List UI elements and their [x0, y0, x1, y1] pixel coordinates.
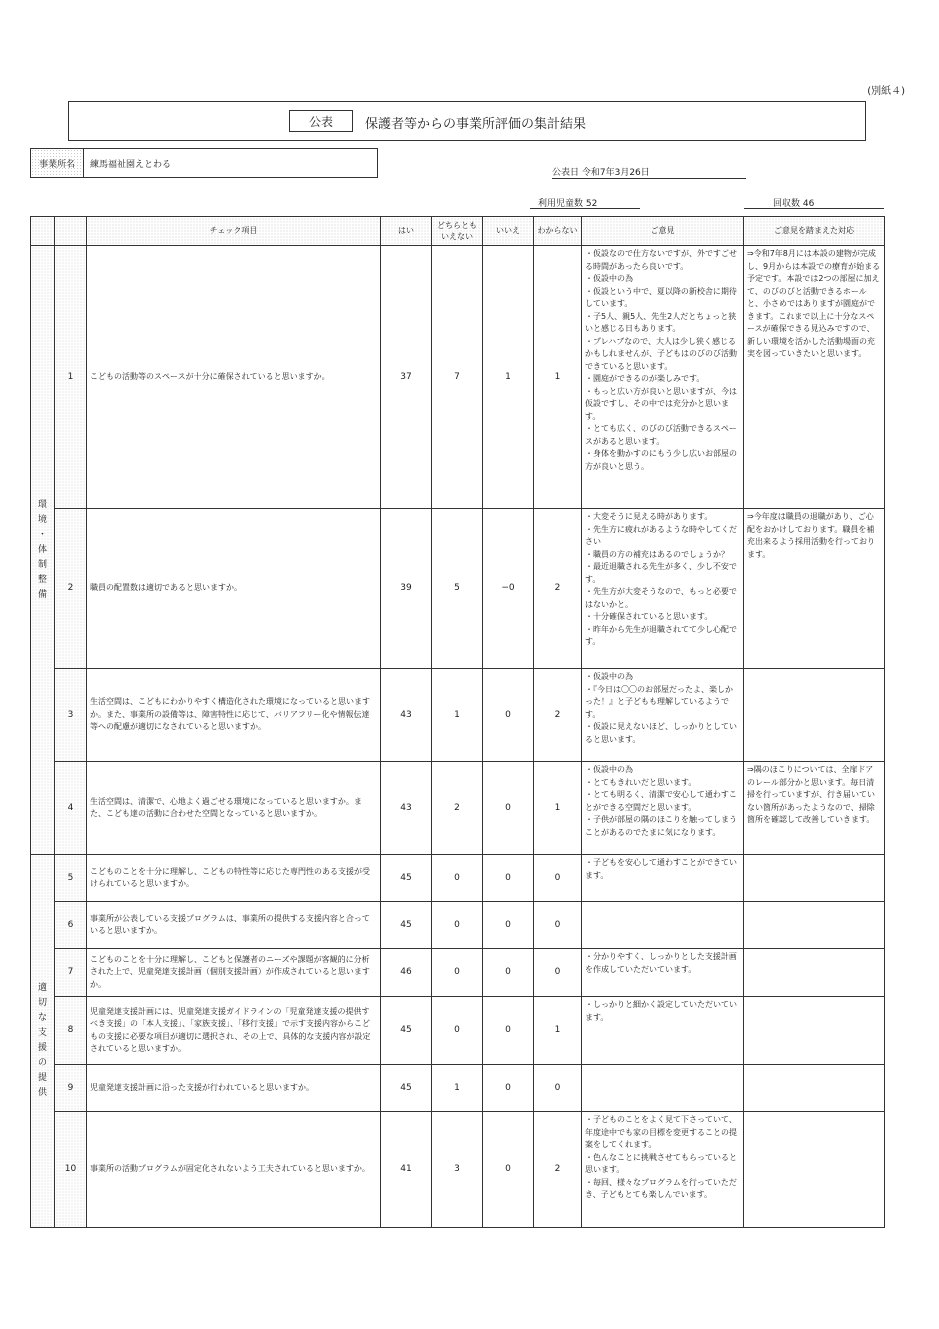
- table-row: [31, 509, 885, 669]
- category-char: 適: [37, 983, 47, 993]
- table-row: [31, 949, 885, 997]
- opinions-cell: [582, 902, 744, 949]
- opinions-cell: [582, 997, 744, 1065]
- category-char: 供: [37, 1088, 47, 1098]
- item-number: 6: [55, 902, 87, 949]
- count-unknown: 2: [534, 1112, 582, 1228]
- count-neutral: 7: [432, 246, 483, 509]
- header-check-item: チェック項目: [87, 217, 381, 246]
- evaluation-table: [30, 216, 885, 1228]
- opinion-item: ・毎回、様々なプログラムを行っていただき、子どもとても楽しんでいます。: [585, 1177, 737, 1199]
- opinion-item: ・分かりやすく、しっかりとした支援計画を作成していただいています。: [585, 952, 737, 974]
- response-cell: ⇒隅のほこりについては、全扉ドアのレール部分かと思います。毎日清掃を行っていますが、行き届いていない箇所があったようなので、掃除箇所を確認して改善していきます。: [744, 762, 885, 855]
- count-no: 0: [483, 855, 534, 902]
- opinion-item: ・とても広く、のびのび活動できるスペースがあると思います。: [585, 424, 737, 446]
- opinion-item: ・とてもきれいだと思います。: [585, 777, 697, 787]
- category-char: 境: [37, 514, 47, 525]
- count-neutral: 1: [432, 1065, 483, 1112]
- facility-label: 事業所名: [31, 149, 84, 177]
- public-tag: 公表: [289, 110, 353, 132]
- count-neutral: 3: [432, 1112, 483, 1228]
- check-item: こどものことを十分に理解し、こどもの特性等に応じた専門性のある支援が受けられていると思いますか。: [87, 855, 381, 902]
- count-yes: 45: [381, 997, 432, 1065]
- opinion-item: ・昨年から先生が退職されてて少し心配です。: [585, 624, 737, 646]
- category-char: 切: [37, 998, 47, 1008]
- check-item: 生活空間は、こどもにわかりやすく構造化された環境になっていると思いますか。また、事業所の設備等は、障害特性に応じて、バリアフリー化や情報伝達等への配慮が適切になされていると思いますか。: [87, 669, 381, 762]
- opinion-item: ・子5人、親5人、先生2人だとちょっと狭いと感じる日もあります。: [585, 311, 737, 333]
- collected-count-underline: [744, 208, 884, 209]
- opinion-item: ・十分確保されていると思います。: [585, 612, 713, 621]
- response-cell: [744, 997, 885, 1065]
- opinions-cell: [582, 762, 744, 855]
- opinion-item: ・とても明るく、清潔で安心して通わすことができる空間だと思います。: [585, 790, 737, 812]
- publish-date-underline: [552, 178, 746, 179]
- category-char: 備: [37, 589, 47, 600]
- opinion-item: ・職員の方の補充はあるのでしょうか？: [585, 549, 729, 559]
- opinions-cell: [582, 1065, 744, 1112]
- count-yes: 41: [381, 1112, 432, 1228]
- count-unknown: 0: [534, 855, 582, 902]
- check-item: 事業所が公表している支援プログラムは、事業所の提供する支援内容と合っていると思いますか。: [87, 902, 381, 949]
- opinions-cell: [582, 246, 744, 509]
- opinions-cell: [582, 669, 744, 762]
- category-char: 提: [37, 1073, 47, 1083]
- count-neutral: 0: [432, 997, 483, 1065]
- page-title: 保護者等からの事業所評価の集計結果: [365, 117, 587, 132]
- opinion-item: ・仮設中の為: [585, 765, 633, 774]
- count-no: 0: [483, 762, 534, 855]
- title-box: [68, 101, 866, 141]
- category-char: 制: [37, 559, 47, 570]
- check-item: 事業所の活動プログラムが固定化されないよう工夫されていると思いますか。: [87, 1112, 381, 1228]
- count-neutral: 0: [432, 902, 483, 949]
- count-unknown: 1: [534, 997, 582, 1065]
- response-cell: [744, 902, 885, 949]
- header-neutral-line1: どちらとも: [437, 221, 477, 230]
- opinion-item: ・先生方が大変そうなので、もっと必要ではないかと。: [585, 587, 737, 609]
- category-char: 整: [37, 574, 47, 585]
- facility-name: 練馬福祉園えとわる: [90, 159, 172, 170]
- count-no: 0: [483, 669, 534, 762]
- user-count-underline: [530, 208, 640, 209]
- opinion-item: ・仮設中の為: [585, 274, 633, 283]
- category-char: 支: [37, 1028, 47, 1038]
- opinion-item: ・仮設中の為: [585, 672, 633, 681]
- opinion-item: ・もっと広い方が良いと思いますが、今は仮設ですし、その中では充分かと思います。: [585, 386, 737, 421]
- item-number: 5: [55, 855, 87, 902]
- header-row: [31, 217, 885, 246]
- opinion-item: ・子どものことをよく見て下さっていて、年度途中でも家の目標を変更することの提案をしてくれます。: [585, 1115, 737, 1149]
- check-item: 児童発達支援計画に沿った支援が行われていると思いますか。: [87, 1065, 381, 1112]
- opinion-item: ・仮設に見えないほど、しっかりとしていると思います。: [585, 722, 737, 744]
- count-neutral: 2: [432, 762, 483, 855]
- item-number: 10: [55, 1112, 87, 1228]
- count-unknown: 2: [534, 509, 582, 669]
- opinion-item: ・先生方に疲れがあるような時やしてください: [585, 524, 737, 546]
- response-cell: [744, 855, 885, 902]
- header-no: いいえ: [483, 217, 534, 246]
- opinion-item: ・『今日は〇〇のお部屋だったよ、楽しかった！』と子どもも理解しているようです。: [585, 684, 733, 719]
- count-no: 0: [483, 1112, 534, 1228]
- table-row: [31, 902, 885, 949]
- item-number: 7: [55, 949, 87, 997]
- category-char: 援: [37, 1043, 47, 1053]
- count-neutral: 0: [432, 855, 483, 902]
- item-number: 1: [55, 246, 87, 509]
- response-cell: [744, 669, 885, 762]
- header-response: ご意見を踏まえた対応: [744, 217, 885, 246]
- category-cell: [31, 855, 55, 1228]
- opinion-item: ・子どもを安心して通わすことができています。: [585, 858, 737, 880]
- opinion-item: ・仮設という中で、夏以降の新校舎に期待しています。: [585, 286, 737, 308]
- opinion-item: ・身体を動かすのにもう少し広いお部屋の方が良いと思う。: [585, 449, 737, 471]
- count-neutral: 1: [432, 669, 483, 762]
- count-no: −0: [483, 509, 534, 669]
- collected-count: 回収数 46: [773, 199, 815, 209]
- count-yes: 45: [381, 902, 432, 949]
- count-yes: 46: [381, 949, 432, 997]
- opinions-cell: [582, 949, 744, 997]
- facility-box: [30, 148, 378, 178]
- table-row: [31, 246, 885, 509]
- count-yes: 45: [381, 1065, 432, 1112]
- user-count: 利用児童数 52: [538, 199, 598, 209]
- header-neutral-line2: いえない: [441, 232, 473, 241]
- item-number: 3: [55, 669, 87, 762]
- response-cell: [744, 1065, 885, 1112]
- count-yes: 37: [381, 246, 432, 509]
- header-neutral: [432, 217, 483, 246]
- count-no: 0: [483, 1065, 534, 1112]
- count-no: 0: [483, 949, 534, 997]
- header-blank-number: [55, 217, 87, 246]
- header-opinions: ご意見: [582, 217, 744, 246]
- count-neutral: 0: [432, 949, 483, 997]
- category-char: な: [37, 1013, 47, 1023]
- check-item: こどもの活動等のスペースが十分に確保されていると思いますか。: [87, 246, 381, 509]
- table-row: [31, 669, 885, 762]
- publish-date: 公表日 令和7年3月26日: [552, 168, 650, 178]
- response-cell: [744, 1112, 885, 1228]
- appendix-label: (別紙４): [867, 86, 905, 97]
- item-number: 2: [55, 509, 87, 669]
- header-blank-category: [31, 217, 55, 246]
- count-yes: 43: [381, 669, 432, 762]
- opinion-item: ・子供が部屋の隅のほこりを触ってしまうことがあるのでたまに気になります。: [585, 815, 737, 837]
- item-number: 4: [55, 762, 87, 855]
- header-yes: はい: [381, 217, 432, 246]
- count-yes: 43: [381, 762, 432, 855]
- response-cell: [744, 949, 885, 997]
- opinions-cell: [582, 855, 744, 902]
- count-no: 1: [483, 246, 534, 509]
- table-row: [31, 762, 885, 855]
- opinion-item: ・仮設なので仕方ないですが、外ですごせる時間があったら良いです。: [585, 249, 737, 271]
- item-number: 9: [55, 1065, 87, 1112]
- opinion-item: ・園庭ができるのが楽しみです。: [585, 374, 705, 383]
- opinion-item: ・最近退職される先生が多く、少し不安です。: [585, 562, 737, 584]
- count-yes: 45: [381, 855, 432, 902]
- count-yes: 39: [381, 509, 432, 669]
- count-no: 0: [483, 902, 534, 949]
- count-unknown: 0: [534, 902, 582, 949]
- count-unknown: 2: [534, 669, 582, 762]
- category-char: ・: [37, 529, 47, 540]
- opinion-item: ・色んなことに挑戦させてもらっていると思います。: [585, 1152, 737, 1174]
- opinions-cell: [582, 509, 744, 669]
- item-number: 8: [55, 997, 87, 1065]
- table-row: [31, 997, 885, 1065]
- check-item: こどものことを十分に理解し、こどもと保護者のニーズや課題が客観的に分析された上で、児童発達支援計画（個別支援計画）が作成されていると思いますか。: [87, 949, 381, 997]
- response-cell: ⇒今年度は職員の退職があり、ご心配をおかけしております。職員を補充出来るよう採用活動を行っております。: [744, 509, 885, 669]
- table-row: [31, 1065, 885, 1112]
- table-row: [31, 855, 885, 902]
- count-no: 0: [483, 997, 534, 1065]
- opinions-cell: [582, 1112, 744, 1228]
- opinion-item: ・しっかりと細かく設定していただいています。: [585, 1000, 737, 1022]
- category-char: の: [37, 1058, 47, 1068]
- count-unknown: 1: [534, 246, 582, 509]
- opinion-item: ・大変そうに見える時があります。: [585, 512, 713, 521]
- category-cell: [31, 246, 55, 855]
- count-unknown: 0: [534, 949, 582, 997]
- check-item: 職員の配置数は適切であると思いますか。: [87, 509, 381, 669]
- category-char: 体: [37, 544, 47, 555]
- count-neutral: 5: [432, 509, 483, 669]
- header-unknown: わからない: [534, 217, 582, 246]
- check-item: 生活空間は、清潔で、心地よく過ごせる環境になっていると思いますか。また、こども達の活動に合わせた空間となっていると思いますか。: [87, 762, 381, 855]
- count-unknown: 0: [534, 1065, 582, 1112]
- response-cell: ⇒令和7年8月には本設の建物が完成し、9月からは本設での療育が始まる予定です。本設では2つの部屋に加えて、のびのびと活動できるホールと、小さめではありますが園庭ができます。これまで以上に十分なスペースが確保できる見込みですので、新しい環境を活かした活動場面の充実を図っていきたいと思います。: [744, 246, 885, 509]
- count-unknown: 1: [534, 762, 582, 855]
- table-row: [31, 1112, 885, 1228]
- category-char: 環: [37, 499, 47, 510]
- check-item: 児童発達支援計画には、児童発達支援ガイドラインの「児童発達支援の提供すべき支援」の「本人支援」、「家族支援」、「移行支援」で示す支援内容からこどもの支援に必要な項目が適切に選択され、その上で、具体的な支援内容が設定されていると思いますか。: [87, 997, 381, 1065]
- opinion-item: ・プレハブなので、大人は少し狭く感じるかもしれませんが、子どもはのびのび活動できていると思います。: [585, 336, 737, 371]
